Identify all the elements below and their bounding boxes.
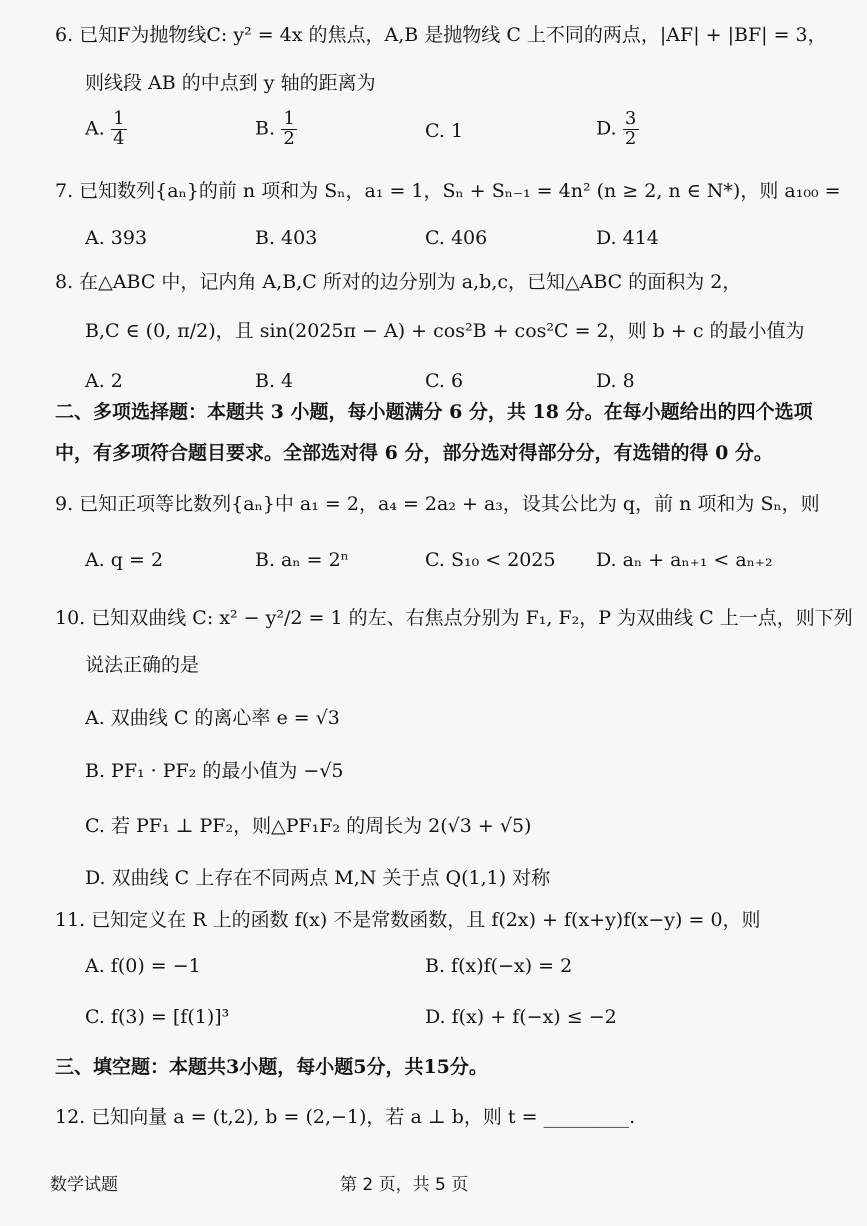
q8-stem-line1: 8. 在△ABC 中，记内角 A,B,C 所对的边分别为 a,b,c，已知△ABC 的面积为 2， bbox=[55, 271, 742, 293]
section2-line2: 中，有多项符合题目要求。全部选对得 6 分，部分选对得部分分，有选错的得 0 分。 bbox=[55, 442, 773, 464]
q6-option-b-num: 1 bbox=[283, 108, 295, 129]
q7-stem: 7. 已知数列{aₙ}的前 n 项和为 Sₙ，a₁ = 1，Sₙ + Sₙ₋₁ = 4n² (n ≥ 2, n ∈ N*)，则 a₁₀₀ = bbox=[55, 180, 841, 202]
q11-option-b: B. f(x)f(−x) = 2 bbox=[425, 955, 573, 977]
q11-stem: 11. 已知定义在 R 上的函数 f(x) 不是常数函数，且 f(2x) + f(x+y)f(x−y) = 0，则 bbox=[55, 909, 761, 931]
q9-option-c: C. S₁₀ < 2025 bbox=[425, 549, 556, 571]
footer-page-number: 第 2 页，共 5 页 bbox=[340, 1175, 469, 1195]
q7-option-c: C. 406 bbox=[425, 227, 488, 249]
q6-option-d bbox=[596, 110, 639, 149]
q11-option-a: A. f(0) = −1 bbox=[85, 955, 201, 977]
q6-option-a-fraction bbox=[111, 110, 127, 149]
q9-stem: 9. 已知正项等比数列{aₙ}中 a₁ = 2，a₄ = 2a₂ + a₃，设其公比为 q，前 n 项和为 Sₙ，则 bbox=[55, 493, 820, 515]
q9-option-d: D. aₙ + aₙ₊₁ < aₙ₊₂ bbox=[596, 549, 773, 571]
q6-option-d-den: 2 bbox=[624, 127, 637, 149]
q6-stem-line1: 6. 已知F为抛物线C: y² = 4x 的焦点，A,B 是抛物线 C 上不同的两点，|AF| + |BF| = 3， bbox=[55, 24, 827, 46]
q8-option-c: C. 6 bbox=[425, 370, 464, 392]
q6-option-d-label: D. bbox=[596, 117, 617, 140]
q9-option-a: A. q = 2 bbox=[85, 549, 164, 571]
q8-option-d: D. 8 bbox=[596, 370, 635, 392]
q9-option-b: B. aₙ = 2ⁿ bbox=[255, 549, 349, 571]
q10-option-a: A. 双曲线 C 的离心率 e = √3 bbox=[85, 707, 340, 729]
q10-option-d: D. 双曲线 C 上存在不同两点 M,N 关于点 Q(1,1) 对称 bbox=[85, 867, 551, 889]
q6-option-c-label: C. bbox=[425, 120, 445, 142]
q6-option-d-num: 3 bbox=[624, 108, 637, 129]
q6-stem-line2: 则线段 AB 的中点到 y 轴的距离为 bbox=[85, 72, 376, 94]
q8-stem-line2: B,C ∈ (0, π/2)，且 sin(2025π − A) + cos²B + cos²C = 2，则 b + c 的最小值为 bbox=[85, 320, 805, 342]
q11-option-c: C. f(3) = [f(1)]³ bbox=[85, 1006, 230, 1028]
q8-option-b: B. 4 bbox=[255, 370, 294, 392]
q6-option-d-fraction bbox=[623, 110, 639, 149]
q10-stem-line1: 10. 已知双曲线 C: x² − y²/2 = 1 的左、右焦点分别为 F₁, F₂，P 为双曲线 C 上一点，则下列 bbox=[55, 607, 853, 629]
q6-option-a-den: 4 bbox=[113, 127, 125, 149]
section2-line1: 二、多项选择题：本题共 3 小题，每小题满分 6 分，共 18 分。在每小题给出的四个选项 bbox=[55, 401, 813, 423]
q7-option-b: B. 403 bbox=[255, 227, 318, 249]
q6-option-a-label: A. bbox=[85, 117, 105, 140]
q6-option-b-label: B. bbox=[255, 117, 276, 140]
q6-option-b-den: 2 bbox=[283, 127, 295, 149]
q10-option-b: B. PF₁ · PF₂ 的最小值为 −√5 bbox=[85, 760, 344, 782]
q6-option-a-num: 1 bbox=[113, 108, 125, 129]
q6-option-b-fraction bbox=[281, 110, 297, 149]
q12-stem: 12. 已知向量 a = (t,2), b = (2,−1)，若 a ⊥ b，则 t = _________. bbox=[55, 1106, 636, 1128]
q7-option-d: D. 414 bbox=[596, 227, 659, 249]
q10-stem-line2: 说法正确的是 bbox=[85, 654, 200, 676]
q6-option-a bbox=[85, 110, 127, 149]
q6-option-b bbox=[255, 110, 297, 149]
q11-option-d: D. f(x) + f(−x) ≤ −2 bbox=[425, 1006, 617, 1028]
section3-heading: 三、填空题：本题共3小题，每小题5分，共15分。 bbox=[55, 1056, 488, 1078]
q10-option-c: C. 若 PF₁ ⊥ PF₂，则△PF₁F₂ 的周长为 2(√3 + √5) bbox=[85, 815, 532, 837]
q6-option-c bbox=[425, 120, 463, 143]
q6-option-c-value: 1 bbox=[450, 120, 464, 142]
q7-option-a: A. 393 bbox=[85, 227, 148, 249]
footer-subject: 数学试题 bbox=[50, 1175, 118, 1195]
q8-option-a: A. 2 bbox=[85, 370, 123, 392]
